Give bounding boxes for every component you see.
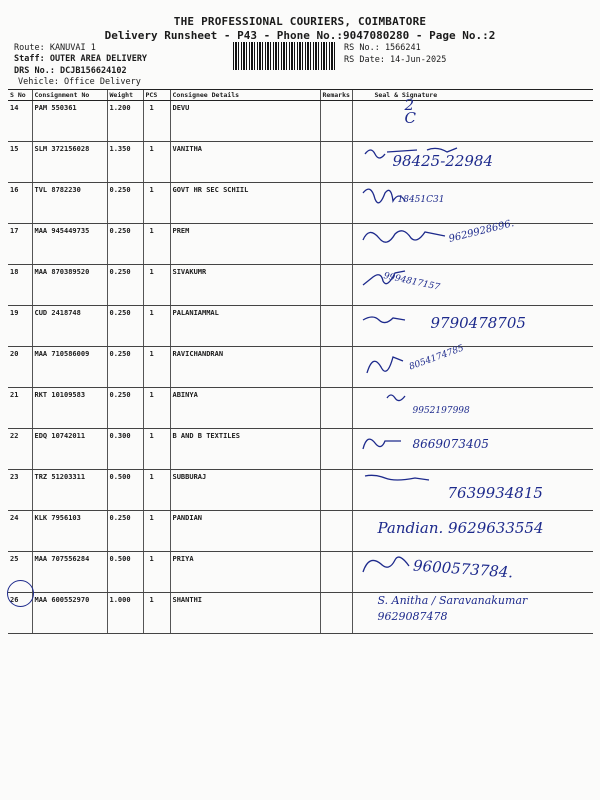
vehicle: Vehicle: Office Delivery <box>18 77 141 87</box>
row-pcs: 1 <box>143 388 170 429</box>
row-consignment: TVL 8782230 <box>32 183 107 224</box>
row-signature <box>352 470 593 511</box>
row-pcs: 1 <box>143 347 170 388</box>
handwritten-note: 2 C <box>404 96 416 127</box>
row-consignee: SHANTHI <box>170 593 320 634</box>
row-signature <box>352 552 593 593</box>
row-weight: 0.500 <box>107 552 143 593</box>
col-weight: Weight <box>107 90 143 101</box>
row-remarks <box>320 470 352 511</box>
row-pcs: 1 <box>143 265 170 306</box>
row-consignment: MAA 710586009 <box>32 347 107 388</box>
row-remarks <box>320 306 352 347</box>
row-consignee: PALANIAMMAL <box>170 306 320 347</box>
row-remarks <box>320 142 352 183</box>
row-pcs: 1 <box>143 552 170 593</box>
row-signature <box>352 593 593 634</box>
col-pcs: PCS <box>143 90 170 101</box>
row-sno: 16 <box>8 183 32 224</box>
handwritten-note: 9629928696. <box>447 218 515 245</box>
row-sno: 19 <box>8 306 32 347</box>
table-row <box>8 593 593 634</box>
barcode <box>233 42 335 70</box>
row-sno: 24 <box>8 511 32 552</box>
circle-mark <box>7 580 34 607</box>
table-row <box>8 265 593 306</box>
row-sno: 15 <box>8 142 32 183</box>
row-consignee: SUBBURAJ <box>170 470 320 511</box>
row-signature <box>352 183 593 224</box>
row-remarks <box>320 224 352 265</box>
row-consignment: EDQ 10742011 <box>32 429 107 470</box>
rs-date: RS Date: 14-Jun-2025 <box>344 55 447 65</box>
handwritten-note: 9790478705 <box>430 314 526 332</box>
row-consignment: MAA 870389520 <box>32 265 107 306</box>
row-sno: 25 <box>8 552 32 593</box>
row-consignee: RAVICHANDRAN <box>170 347 320 388</box>
row-remarks <box>320 511 352 552</box>
row-consignment: PAM 550361 <box>32 101 107 142</box>
row-sno: 21 <box>8 388 32 429</box>
row-sno: 22 <box>8 429 32 470</box>
col-remarks: Remarks <box>320 90 352 101</box>
table-row <box>8 429 593 470</box>
row-remarks <box>320 183 352 224</box>
row-signature <box>352 96 593 142</box>
row-consignee: VANITHA <box>170 142 320 183</box>
row-remarks <box>320 388 352 429</box>
row-remarks <box>320 265 352 306</box>
handwritten-note: 8669073405 <box>412 437 489 451</box>
route: Route: KANUVAI 1 <box>14 43 96 53</box>
row-signature <box>352 429 593 470</box>
row-consignee: DEVU <box>170 101 320 142</box>
row-pcs: 1 <box>143 224 170 265</box>
row-pcs: 1 <box>143 306 170 347</box>
row-pcs: 1 <box>143 429 170 470</box>
row-pcs: 1 <box>143 183 170 224</box>
row-consignee: PREM <box>170 224 320 265</box>
handwritten-note: 8054174785 <box>407 343 465 373</box>
table-row <box>8 183 593 224</box>
table-row <box>8 511 593 552</box>
row-signature <box>352 218 593 265</box>
row-weight: 1.200 <box>107 101 143 142</box>
row-pcs: 1 <box>143 511 170 552</box>
row-remarks <box>320 347 352 388</box>
table-row <box>8 347 593 388</box>
runsheet-table <box>8 89 593 634</box>
col-consignment: Consignment No <box>32 90 107 101</box>
row-pcs: 1 <box>143 101 170 142</box>
row-weight: 0.300 <box>107 429 143 470</box>
staff: Staff: OUTER AREA DELIVERY <box>14 54 148 64</box>
handwritten-note: 9600573784. <box>411 556 514 582</box>
row-consignment: CUD 2418748 <box>32 306 107 347</box>
row-consignment: MAA 945449735 <box>32 224 107 265</box>
table-row <box>8 470 593 511</box>
row-signature <box>352 306 593 347</box>
row-sno: 17 <box>8 224 32 265</box>
row-pcs: 1 <box>143 142 170 183</box>
handwritten-note: S. Anitha / Saravanakumar 9629087478 <box>377 594 528 623</box>
row-consignee: PRIYA <box>170 552 320 593</box>
handwritten-note: 7639934815 <box>447 484 543 502</box>
row-signature <box>352 142 593 183</box>
row-remarks <box>320 101 352 142</box>
row-weight: 0.500 <box>107 470 143 511</box>
row-sno: 14 <box>8 101 32 142</box>
table-row <box>8 306 593 347</box>
row-consignment: TRZ 51203311 <box>32 470 107 511</box>
row-consignee: B AND B TEXTILES <box>170 429 320 470</box>
runsheet-title: Delivery Runsheet - P43 - Phone No.:9047080280 - Page No.:2 <box>104 29 496 42</box>
row-weight: 0.250 <box>107 265 143 306</box>
row-weight: 0.250 <box>107 511 143 552</box>
row-signature <box>352 265 593 306</box>
row-consignee: SIVAKUMR <box>170 265 320 306</box>
row-signature <box>352 343 593 388</box>
row-weight: 1.350 <box>107 142 143 183</box>
row-consignment: MAA 600552970 <box>32 593 107 634</box>
row-consignment: SLM 372156028 <box>32 142 107 183</box>
row-consignee: ABINYA <box>170 388 320 429</box>
table-row <box>8 388 593 429</box>
row-weight: 0.250 <box>107 306 143 347</box>
row-weight: 0.250 <box>107 347 143 388</box>
table-row <box>8 101 593 142</box>
row-remarks <box>320 429 352 470</box>
row-weight: 1.000 <box>107 593 143 634</box>
table-header <box>8 90 593 101</box>
row-consignee: GOVT HR SEC SCHIIL <box>170 183 320 224</box>
row-pcs: 1 <box>143 593 170 634</box>
row-remarks <box>320 552 352 593</box>
row-consignment: MAA 707556284 <box>32 552 107 593</box>
col-signature: Seal & Signature <box>352 90 593 101</box>
row-signature <box>352 388 593 429</box>
row-weight: 0.250 <box>107 388 143 429</box>
row-weight: 0.250 <box>107 224 143 265</box>
handwritten-note: Pandian. 9629633554 <box>377 519 544 537</box>
table-row <box>8 142 593 183</box>
handwritten-note: 9994817157 <box>382 271 441 293</box>
handwritten-note: 9952197998 <box>412 406 470 416</box>
row-sno: 23 <box>8 470 32 511</box>
drs-number: DRS No.: DCJB156624102 <box>14 66 127 76</box>
row-signature <box>352 511 593 552</box>
row-consignment: KLK 7956103 <box>32 511 107 552</box>
row-sno: 26 <box>8 593 32 634</box>
row-sno: 18 <box>8 265 32 306</box>
handwritten-note: 18451C31 <box>397 195 445 205</box>
row-pcs: 1 <box>143 470 170 511</box>
row-sno: 20 <box>8 347 32 388</box>
row-consignee: PANDIAN <box>170 511 320 552</box>
table-row <box>8 224 593 265</box>
col-sno: S No <box>8 90 32 101</box>
col-consignee: Consignee Details <box>170 90 320 101</box>
handwritten-note: 98425-22984 <box>392 152 494 170</box>
row-weight: 0.250 <box>107 183 143 224</box>
rs-number: RS No.: 1566241 <box>344 43 421 53</box>
table-row <box>8 552 593 593</box>
row-remarks <box>320 593 352 634</box>
company-title: THE PROFESSIONAL COURIERS, COIMBATORE <box>173 15 427 28</box>
row-consignment: RKT 10109583 <box>32 388 107 429</box>
